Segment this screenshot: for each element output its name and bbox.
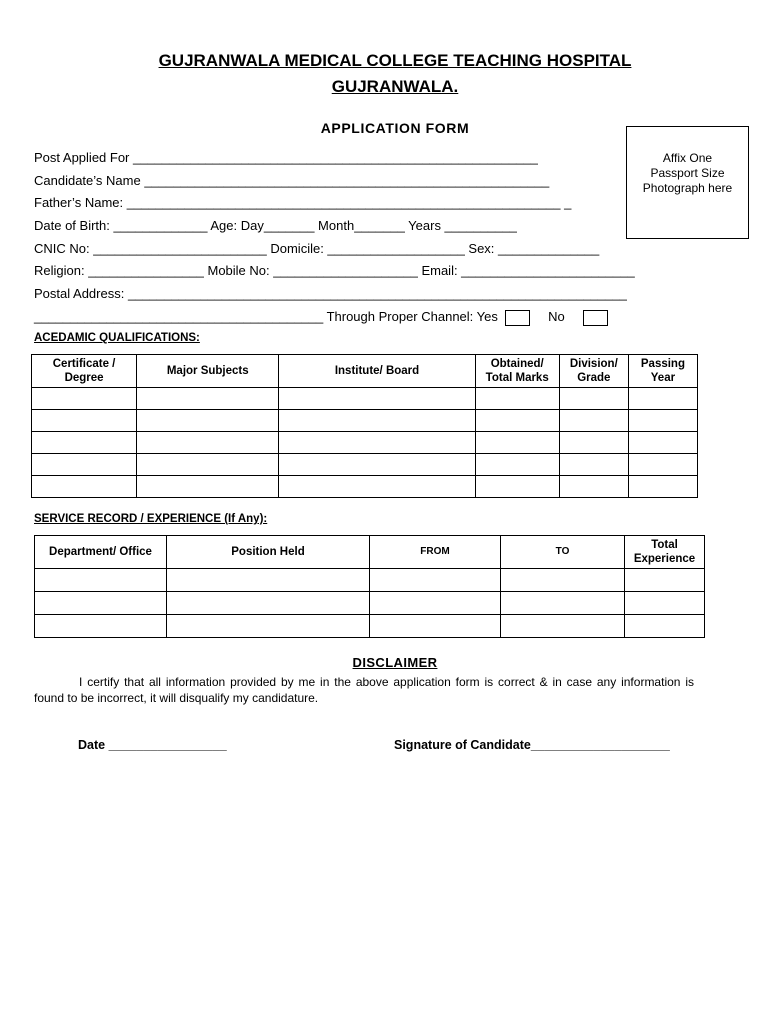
table-cell[interactable]: [625, 569, 705, 592]
experience-heading: SERVICE RECORD / EXPERIENCE (If Any):: [34, 513, 268, 525]
table-cell[interactable]: [559, 388, 628, 410]
table-cell[interactable]: [32, 454, 137, 476]
table-cell[interactable]: [167, 592, 370, 615]
hospital-city: GUJRANWALA.: [331, 77, 459, 96]
date-field[interactable]: Date _________________: [78, 738, 227, 752]
col-institute: Institute/ Board: [279, 355, 475, 388]
disclaimer-title: DISCLAIMER: [352, 655, 438, 670]
col-position: Position Held: [167, 536, 370, 569]
table-row: [35, 569, 705, 592]
qualifications-header-row: [32, 355, 698, 388]
col-division: Division/ Grade: [559, 355, 628, 388]
qualifications-heading: ACEDAMIC QUALIFICATIONS:: [34, 332, 200, 344]
table-cell[interactable]: [370, 592, 501, 615]
no-checkbox[interactable]: [583, 310, 608, 326]
table-cell[interactable]: [279, 432, 475, 454]
table-row: [32, 410, 698, 432]
religion-mobile-email-field[interactable]: Religion: ________________ Mobile No: ____________________ Email: ________________________: [34, 263, 635, 278]
col-major-subjects: Major Subjects: [137, 355, 279, 388]
table-cell[interactable]: [628, 388, 697, 410]
table-cell[interactable]: [475, 476, 559, 498]
table-cell[interactable]: [559, 432, 628, 454]
col-marks: Obtained/ Total Marks: [475, 355, 559, 388]
photo-text-3: Photograph here: [642, 181, 733, 195]
col-passing-year: Passing Year: [628, 355, 697, 388]
table-cell[interactable]: [370, 569, 501, 592]
table-row: [35, 615, 705, 638]
table-cell[interactable]: [279, 454, 475, 476]
proper-channel-row: [34, 309, 608, 326]
table-cell[interactable]: [559, 476, 628, 498]
photo-text-1: Affix One: [662, 151, 713, 165]
table-row: [32, 388, 698, 410]
col-to: TO: [501, 536, 625, 569]
form-title: APPLICATION FORM: [320, 120, 470, 136]
channel-label: ________________________________________ Through Proper Channel: Yes: [34, 309, 498, 324]
table-cell[interactable]: [475, 454, 559, 476]
table-cell[interactable]: [137, 476, 279, 498]
table-cell[interactable]: [137, 388, 279, 410]
table-cell[interactable]: [35, 592, 167, 615]
table-cell[interactable]: [167, 615, 370, 638]
table-cell[interactable]: [628, 410, 697, 432]
table-cell[interactable]: [501, 615, 625, 638]
signature-field[interactable]: Signature of Candidate____________________: [394, 738, 670, 752]
col-from: FROM: [370, 536, 501, 569]
table-cell[interactable]: [137, 410, 279, 432]
table-cell[interactable]: [559, 410, 628, 432]
table-cell[interactable]: [32, 410, 137, 432]
table-cell[interactable]: [628, 454, 697, 476]
post-applied-field[interactable]: Post Applied For ________________________________________________________: [34, 150, 538, 165]
table-cell[interactable]: [559, 454, 628, 476]
table-cell[interactable]: [628, 432, 697, 454]
table-cell[interactable]: [279, 388, 475, 410]
table-cell[interactable]: [475, 410, 559, 432]
table-cell[interactable]: [167, 569, 370, 592]
table-cell[interactable]: [32, 432, 137, 454]
table-cell[interactable]: [137, 454, 279, 476]
table-cell[interactable]: [35, 569, 167, 592]
table-cell[interactable]: [628, 476, 697, 498]
col-total-experience: Total Experience: [625, 536, 705, 569]
table-cell[interactable]: [475, 432, 559, 454]
col-certificate: Certificate / Degree: [32, 355, 137, 388]
table-cell[interactable]: [370, 615, 501, 638]
disclaimer-text: I certify that all information provided by me in the above application form is correct & in case any information is found to be incorrect, it will disqualify my candidature.: [34, 675, 694, 705]
father-name-field[interactable]: Father’s Name: ____________________________________________________________ _: [34, 195, 572, 210]
cnic-domicile-sex-field[interactable]: CNIC No: ________________________ Domicile: ___________________ Sex: ______________: [34, 241, 600, 256]
hospital-title: GUJRANWALA MEDICAL COLLEGE TEACHING HOSPITAL: [158, 51, 632, 70]
qualifications-table: [31, 354, 698, 498]
postal-address-field[interactable]: Postal Address: _____________________________________________________________________: [34, 286, 627, 301]
table-cell[interactable]: [279, 476, 475, 498]
table-cell[interactable]: [279, 410, 475, 432]
table-cell[interactable]: [32, 388, 137, 410]
yes-checkbox[interactable]: [505, 310, 530, 326]
candidate-name-field[interactable]: Candidate’s Name ________________________________________________________: [34, 173, 550, 188]
table-cell[interactable]: [35, 615, 167, 638]
table-cell[interactable]: [625, 592, 705, 615]
table-cell[interactable]: [137, 432, 279, 454]
photo-text-2: Passport Size: [650, 166, 725, 180]
table-cell[interactable]: [475, 388, 559, 410]
table-row: [32, 476, 698, 498]
table-row: [32, 432, 698, 454]
table-cell[interactable]: [625, 615, 705, 638]
col-department: Department/ Office: [35, 536, 167, 569]
no-label: No: [548, 309, 565, 324]
experience-table: [34, 535, 705, 638]
experience-header-row: [35, 536, 705, 569]
dob-age-field[interactable]: Date of Birth: _____________ Age: Day_______ Month_______ Years __________: [34, 218, 517, 233]
table-cell[interactable]: [501, 592, 625, 615]
table-cell[interactable]: [501, 569, 625, 592]
table-row: [32, 454, 698, 476]
table-cell[interactable]: [32, 476, 137, 498]
photo-box[interactable]: [626, 126, 749, 239]
table-row: [35, 592, 705, 615]
